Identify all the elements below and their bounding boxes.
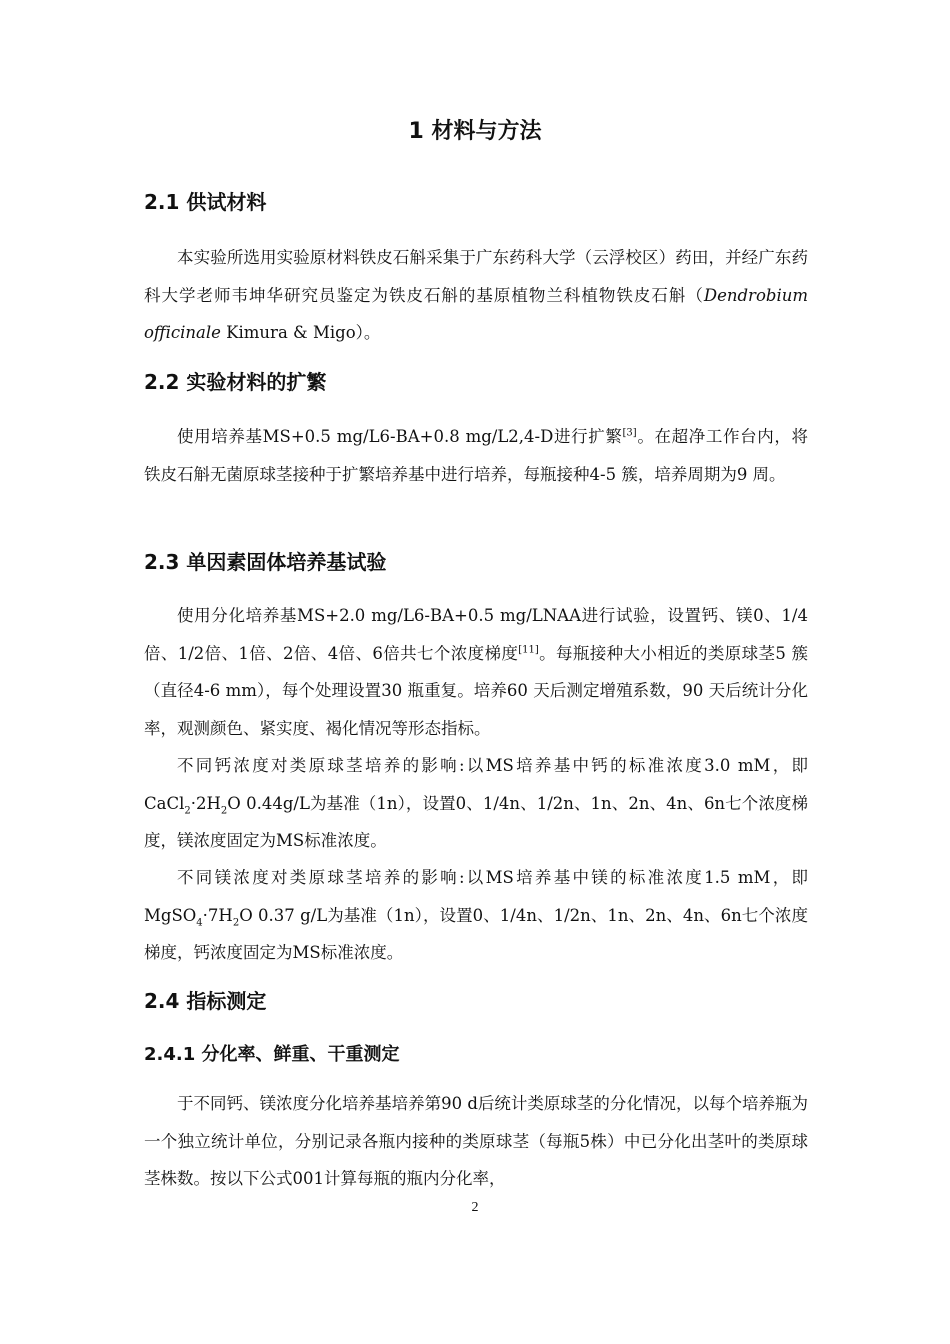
- paragraph-materials: [144, 239, 808, 352]
- subscript: 2: [232, 916, 240, 928]
- text-run: 使用分化培养基MS+2.0 mg/L6-BA+0.5 mg/LNAA进行试验，设置钙、镁0、1/4倍、1/2倍、1倍、2倍、4倍、6倍共七个浓度梯度: [144, 606, 808, 663]
- citation-ref: [3]: [622, 427, 637, 439]
- paragraph-differentiation: 于不同钙、镁浓度分化培养基培养第90 d后统计类原球茎的分化情况，以每个培养瓶为一个独立统计单位，分别记录各瓶内接种的类原球茎（每瓶5株）中已分化出茎叶的类原球茎株数。按以下公式001计算每瓶的瓶内分化率，: [144, 1094, 808, 1188]
- subscript: 2: [220, 804, 228, 816]
- subscript: 2: [184, 804, 191, 816]
- paragraph-single-factor: [144, 597, 808, 747]
- section-heading-2-2: 2.2 实验材料的扩繁: [144, 370, 327, 394]
- section-heading-2-4: 2.4 指标测定: [144, 989, 267, 1013]
- subscript: 4: [196, 916, 203, 928]
- citation-ref: [11]: [518, 644, 539, 655]
- species-name: Dendrobium officinale: [144, 285, 808, 342]
- text-run: 。在超净工作台内，将铁皮石斛无菌原球茎接种于扩繁培养基中进行培养，每瓶接种4-5 簇，培养周期为9 周。: [144, 427, 809, 484]
- text-run: ·2H: [190, 793, 221, 813]
- section-heading-2-1: 2.1 供试材料: [144, 190, 267, 214]
- page-number: 2: [471, 1200, 479, 1215]
- text-run: Kimura & Migo）。: [220, 323, 381, 342]
- text-run: O 0.37 g/L为基准（1n），设置0、1/4n、1/2n、1n、2n、4n、6n七个浓度梯度，钙浓度固定为MS标准浓度。: [144, 905, 808, 962]
- text-run: 使用培养基MS+0.5 mg/L6-BA+0.8 mg/L2,4-D进行扩繁: [177, 427, 623, 446]
- text-run: 。每瓶接种大小相近的类原球茎5 簇（直径4-6 mm），每个处理设置30 瓶重复。培养60 天后测定增殖系数，90 天后统计分化率，观测颜色、紧实度、褐化情况等形态指标。: [144, 643, 808, 738]
- section-heading-2-3: 2.3 单因素固体培养基试验: [144, 550, 387, 574]
- paragraph-magnesium: [144, 859, 808, 972]
- chapter-title: 1 材料与方法: [408, 119, 542, 144]
- text-run: ·7H: [202, 905, 233, 925]
- text-run: 不同钙浓度对类原球茎培养的影响:以MS培养基中钙的标准浓度3.0 mM，即CaCl: [144, 756, 808, 813]
- text-run: 不同镁浓度对类原球茎培养的影响:以MS培养基中镁的标准浓度1.5 mM，即MgSO: [144, 868, 808, 925]
- text-run: 本实验所选用实验原材料铁皮石斛采集于广东药科大学（云浮校区）药田，并经广东药科大学老师韦坤华研究员鉴定为铁皮石斛的基原植物兰科植物铁皮石斛（: [144, 248, 808, 305]
- paragraph-propagation: [144, 418, 808, 493]
- subsection-heading-2-4-1: 2.4.1 分化率、鲜重、干重测定: [144, 1044, 400, 1065]
- paragraph-calcium: [144, 747, 808, 860]
- text-run: O 0.44g/L为基准（1n），设置0、1/4n、1/2n、1n、2n、4n、6n七个浓度梯度，镁浓度固定为MS标准浓度。: [144, 793, 808, 850]
